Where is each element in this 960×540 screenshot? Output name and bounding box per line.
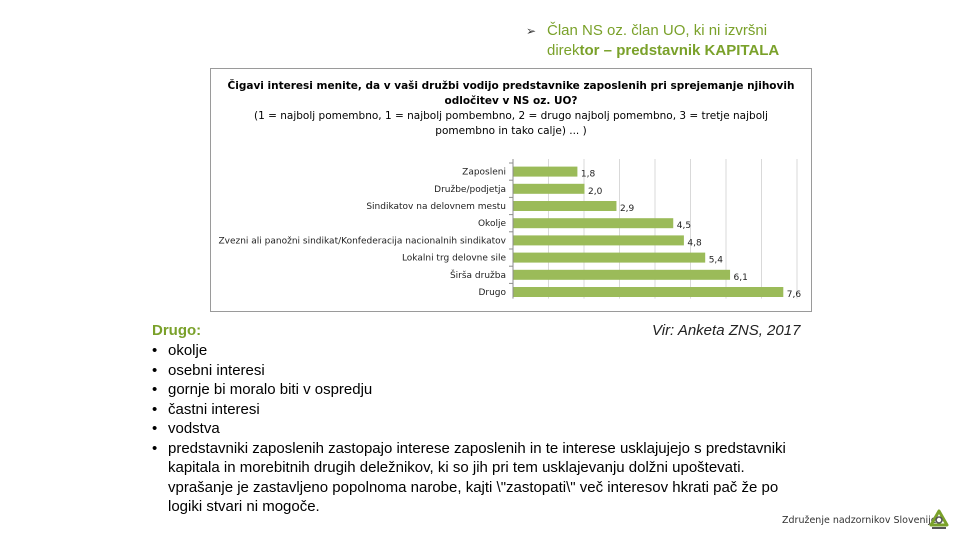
bar: [514, 201, 617, 211]
source-note: Vir: Anketa ZNS, 2017: [652, 322, 801, 339]
arrow-bullet-icon: ➢: [526, 24, 537, 38]
category-label: Okolje: [477, 219, 506, 230]
data-label: 6,1: [733, 272, 748, 283]
category-label: Drugo: [478, 288, 506, 298]
chart-plot-area: [211, 69, 811, 311]
bar: [514, 167, 578, 177]
list-item: • vodstva: [150, 419, 810, 439]
data-label: 4,5: [676, 221, 692, 232]
chart-subtitle-line-2: pomembno in tako calje) ... ): [435, 125, 587, 137]
data-label: 2,0: [588, 186, 603, 197]
bar: [514, 184, 585, 194]
category-label: Širša družba: [449, 270, 506, 281]
data-label: 4,8: [687, 238, 702, 249]
chart-title-line-1: Čigavi interesi menite, da v vaši družbi vodijo predstavnike zaposlenih pri sprejemanje njihovih: [227, 80, 795, 92]
chart-subtitle-line-1: (1 = najbolj pomembno, 1 = najbolj pombembno, 2 = drugo najbolj pomembno, 3 = tretje najbolj: [254, 110, 768, 122]
data-label: 7,6: [786, 290, 802, 300]
category-label: Zaposleni: [462, 167, 506, 178]
heading-line-2: direktor – predstavnik KAPITALA: [547, 42, 780, 59]
slide-heading: [527, 21, 827, 61]
list-item: • okolje: [150, 341, 810, 361]
organization-logo-icon: [929, 509, 949, 531]
category-label: Družbe/podjetja: [434, 184, 506, 195]
bar: [514, 287, 784, 297]
bar: [514, 270, 731, 280]
data-label: 5,4: [708, 255, 724, 266]
category-label: Sindikatov na delovnem mestu: [366, 202, 506, 212]
heading-line-1: Član NS oz. član UO, ki ni izvršni: [547, 22, 768, 39]
bar: [514, 218, 674, 228]
list-item: • gornje bi moralo biti v ospredju: [150, 380, 810, 400]
data-label: 1,8: [580, 169, 596, 180]
list-item: • predstavniki zaposlenih zastopajo interese zaposlenih in te interese usklajujejo s predstavniki kapitala in morebitnih drugih deležnikov, ki so jih pri tem usklajevanju dolžni upoštevati. vprašanje je zastavljeno popolnoma narobe, kajti \"zastopati\" več interesov hkrati pač že po logiki stvari ni mogoče.: [150, 439, 810, 517]
data-label: 2,9: [619, 204, 635, 214]
footer-organization: Združenje nadzornikov Slovenije: [782, 515, 937, 526]
chart-title-line-2: odločitev v NS oz. UO?: [444, 95, 578, 107]
drugo-heading: Drugo:: [152, 322, 202, 339]
bar-chart: [210, 68, 812, 312]
bar: [514, 235, 684, 245]
bar: [514, 253, 706, 263]
list-item: • osebni interesi: [150, 361, 810, 381]
category-label: Zvezni ali panožni sindikat/Konfederacija nacionalnih sindikatov: [218, 236, 506, 247]
drugo-list: [150, 341, 810, 517]
list-item: • častni interesi: [150, 400, 810, 420]
category-label: Lokalni trg delovne sile: [401, 253, 506, 264]
